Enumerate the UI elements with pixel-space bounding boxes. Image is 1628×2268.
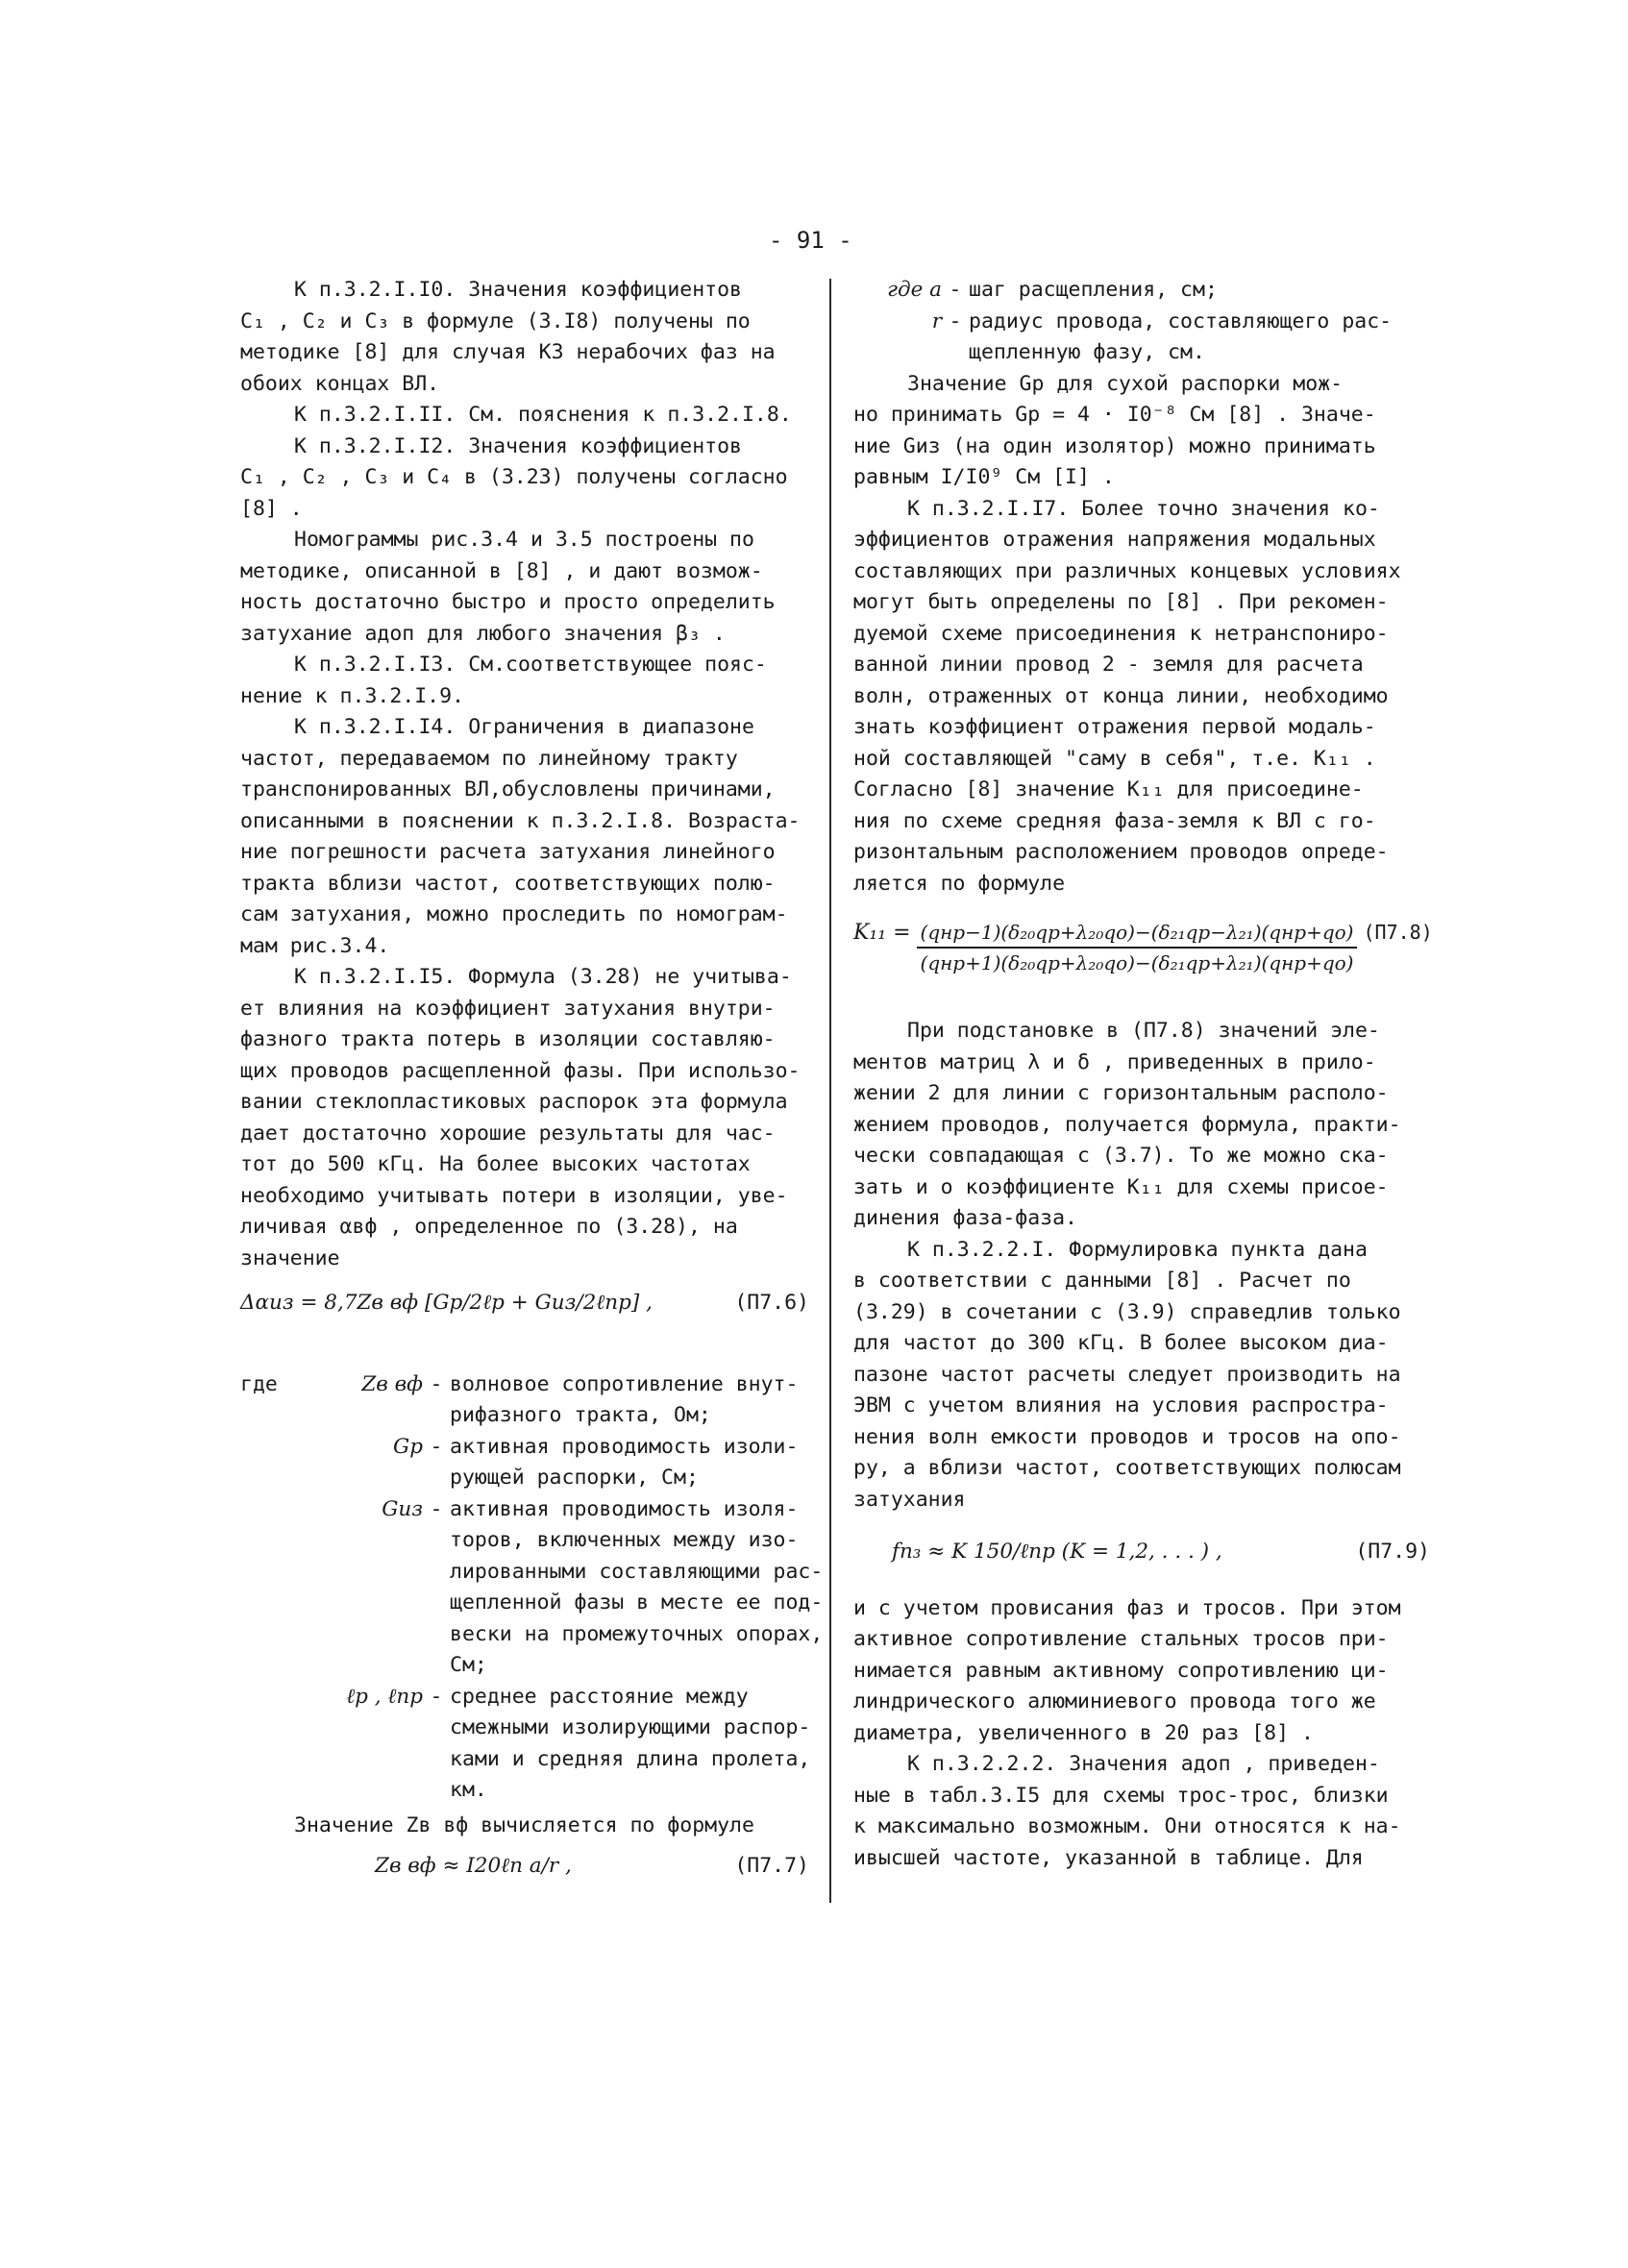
text-line: ками и средняя длина пролета,: [450, 1746, 811, 1771]
formula-number: (П7.9): [1355, 1540, 1430, 1564]
text-line: вески на промежуточных опорах,: [450, 1621, 824, 1646]
formula-p7-9: [853, 1537, 1430, 1568]
zv-formula-intro: Значение Zв вф вычисляется по формуле: [294, 1812, 754, 1837]
text-line: лированными составляющими рас-: [450, 1559, 824, 1584]
text-line: (3.29) в сочетании с (3.9) справедлив только: [853, 1299, 1401, 1324]
text-line: транспонированных ВЛ,обусловлены причинами,: [240, 777, 776, 801]
paragraph-3-2-2-2: [853, 1749, 1430, 1874]
text-line: К п.3.2.2.2. Значения aдоп , приведен-: [907, 1752, 1380, 1776]
text-line: ние Gиз (на один изолятор) можно принимать: [853, 433, 1376, 458]
text-line: волн, отраженных от конца линии, необходимо: [853, 683, 1389, 708]
text-line: шаг расщепления, см;: [969, 278, 1218, 302]
definition-lengths: [240, 1682, 809, 1807]
text-line: жении 2 для линии с горизонтальным располо-: [853, 1081, 1389, 1105]
text-line: щепленной фазы в месте ее под-: [450, 1590, 824, 1615]
text-line: чески совпадающая с (3.7). То же можно ска-: [853, 1144, 1389, 1168]
formula-number: (П7.7): [734, 1854, 809, 1878]
paragraph-3-2-1-17: [853, 494, 1430, 900]
text-line: методике, описанной в [8] , и дают возмож-: [240, 558, 763, 583]
text-line: Значение Gр для сухой распорки мож-: [907, 371, 1344, 396]
formula-expression: fп₃ ≈ K 150/ℓпр (K = 1,2, . . . ) ,: [892, 1540, 1222, 1564]
definition-text: [969, 307, 1430, 369]
text-line: щепленную фазу, см.: [969, 340, 1205, 364]
text-line: К п.3.2.2.I. Формулировка пункта дана: [907, 1237, 1368, 1262]
text-line: ру, а вблизи частот, соответствующих полюсам: [853, 1456, 1401, 1480]
text-line: ные в табл.3.I5 для схемы трос-трос, близки: [853, 1783, 1389, 1808]
column-divider: [829, 279, 831, 1903]
formula-number: (П7.8): [1363, 921, 1433, 944]
text-line: могут быть определены по [8] . При рекомен-: [853, 590, 1389, 614]
formula-p7-8: [853, 917, 1433, 977]
text-line: диаметра, увеличенного в 20 раз [8] .: [853, 1720, 1314, 1745]
text-line: ляется по формуле: [853, 871, 1066, 896]
definition-dash: -: [949, 278, 962, 302]
text-line: затухание aдоп для любого значения β₃ .: [240, 621, 726, 646]
definition-symbol: r: [931, 308, 942, 333]
text-line: равным I/I0⁹ См [I] .: [853, 465, 1115, 489]
text-line: К п.3.2.I.I7. Более точно значения ко-: [907, 496, 1380, 521]
paragraph-sag: [853, 1593, 1430, 1750]
text-line: составляющих при различных концевых условиях: [853, 558, 1401, 583]
paragraph-3-2-1-14: [240, 712, 809, 962]
definition-giz: [240, 1494, 824, 1682]
text-line: ЭВМ с учетом влияния на условия распростра-: [853, 1393, 1389, 1418]
text-line: жением проводов, получается формула, практи-: [853, 1112, 1401, 1137]
text-line: вании стеклопластиковых распорок эта формула: [240, 1090, 788, 1114]
definition-symbol: Gиз: [382, 1496, 423, 1521]
paragraph-3-2-1-12: [240, 431, 809, 526]
definition-a: [853, 275, 1430, 307]
text-line: радиус провода, составляющего рас-: [969, 308, 1393, 333]
text-line: ной составляющей "саму в себя", т.е. K₁₁ .: [853, 746, 1376, 771]
paragraph-3-2-1-10: [240, 275, 809, 400]
text-line: Номограммы рис.3.4 и 3.5 построены по: [294, 528, 754, 552]
text-line: активное сопротивление стальных тросов при-: [853, 1627, 1389, 1651]
paragraph-substitution: [853, 1016, 1430, 1235]
definitions-list: [240, 1369, 824, 1807]
text-line: нения волн емкости проводов и тросов на опо-: [853, 1424, 1401, 1449]
text-line: См;: [450, 1653, 487, 1677]
definition-text: [450, 1432, 809, 1494]
text-line: эффициентов отражения напряжения модальных: [853, 528, 1376, 552]
text-line: К п.3.2.I.I4. Ограничения в диапазоне: [294, 715, 754, 739]
text-line: [8] .: [240, 496, 303, 521]
text-line: необходимо учитывать потери в изоляции, уве-: [240, 1183, 788, 1208]
definition-text: [450, 1682, 810, 1807]
formula-p7-7: [240, 1851, 809, 1883]
text-line: C₁ , C₂ , C₃ и C₄ в (3.23) получены согласно: [240, 465, 788, 489]
text-line: волновое сопротивление внут-: [450, 1371, 799, 1396]
text-line: среднее расстояние между: [450, 1684, 749, 1709]
definition-text: [450, 1494, 823, 1682]
text-line: пазоне частот расчеты следует производить на: [853, 1362, 1401, 1387]
text-line: км.: [450, 1778, 487, 1802]
paragraph-3-2-2-1: [853, 1235, 1430, 1516]
text-line: ванной линии провод 2 - земля для расчета: [853, 653, 1364, 677]
definition-dash: -: [430, 1684, 443, 1709]
text-line: К п.3.2.I.I2. Значения коэффициентов: [294, 433, 742, 458]
text-line: При подстановке в (П7.8) значений эле-: [907, 1019, 1380, 1043]
definition-zv: [240, 1369, 809, 1432]
text-line: Согласно [8] значение K₁₁ для присоедине-: [853, 777, 1364, 801]
text-line: зать и о коэффициенте K₁₁ для схемы присое-: [853, 1174, 1389, 1199]
fraction-denominator: (qнр+1)(δ₂₀qр+λ₂₀qо)−(δ₂₁qр+λ₂₁)(qнр+qо): [920, 951, 1354, 974]
text-line: ризонтальным расположением проводов опреде-: [853, 840, 1389, 864]
text-line: описанными в пояснении к п.3.2.I.8. Возраста-: [240, 808, 801, 833]
text-line: тракта вблизи частот, соответствующих полю-: [240, 871, 776, 896]
definition-text: [450, 1369, 809, 1432]
text-line: ет влияния на коэффициент затухания внутри-: [240, 996, 776, 1021]
text-line: но принимать Gр = 4 · I0⁻⁸ См [8] . Значе-: [853, 403, 1376, 427]
text-line: C₁ , C₂ и C₃ в формуле (3.I8) получены по: [240, 308, 751, 333]
text-line: смежными изолирующими распор-: [450, 1715, 811, 1739]
definition-gr: [240, 1432, 809, 1494]
text-line: дает достаточно хорошие результаты для час-: [240, 1121, 776, 1146]
text-line: для частот до 300 кГц. В более высоком диа-: [853, 1331, 1389, 1355]
paragraph-3-2-1-11: К п.3.2.I.II. См. пояснения к п.3.2.I.8.: [294, 403, 792, 427]
fraction-numerator: (qнр−1)(δ₂₀qр+λ₂₀qо)−(δ₂₁qр−λ₂₁)(qнр+qо): [917, 918, 1358, 949]
text-line: К п.3.2.I.I3. См.соответствующее пояс-: [294, 653, 767, 677]
text-line: личивая αвф , определенное по (3.28), на: [240, 1215, 738, 1239]
text-line: тот до 500 кГц. На более высоких частотах: [240, 1152, 751, 1176]
definition-symbol: Zв вф: [361, 1371, 423, 1396]
right-column: [853, 275, 1433, 1874]
definition-symbol: ℓр , ℓпр: [346, 1684, 423, 1709]
formula-p7-6: [240, 1288, 809, 1319]
text-line: дуемой схеме присоединения к нетранспониро-: [853, 621, 1389, 646]
text-line: К п.3.2.I.I5. Формула (3.28) не учитыва-: [294, 965, 792, 989]
text-line: активная проводимость изоля-: [450, 1496, 799, 1521]
where-label: где: [240, 1371, 278, 1396]
definition-dash: -: [430, 1371, 443, 1396]
definitions-list-right: [853, 275, 1430, 369]
formula-expression: Δαиз = 8,7Zв вф [Gр/2ℓр + Gиз/2ℓпр] ,: [240, 1291, 653, 1315]
text-line: рифазного тракта, Ом;: [450, 1403, 711, 1427]
text-line: линдрического алюминиевого провода того же: [853, 1689, 1376, 1713]
text-line: ность достаточно быстро и просто определить: [240, 590, 776, 614]
text-line: рующей распорки, См;: [450, 1466, 699, 1490]
definition-dash: -: [949, 308, 962, 333]
paragraph-3-2-1-13: [240, 650, 809, 712]
formula-lhs: K₁₁ =: [853, 921, 911, 945]
text-line: динения фаза-фаза.: [853, 1206, 1077, 1230]
formula-fraction: [917, 918, 1358, 977]
text-line: затухания: [853, 1487, 966, 1512]
paragraph-3-2-1-15: [240, 962, 809, 1274]
text-line: мам рис.3.4.: [240, 933, 390, 958]
text-line: фазного тракта потерь в изоляции составляю-: [240, 1027, 776, 1051]
text-line: нимается равным активному сопротивлению ци-: [853, 1658, 1389, 1683]
definition-dash: -: [430, 1496, 443, 1521]
definition-dash: -: [430, 1434, 443, 1459]
text-line: сам затухания, можно проследить по номограм-: [240, 902, 788, 926]
text-line: К п.3.2.I.I0. Значения коэффициентов: [294, 278, 742, 302]
text-line: активная проводимость изоли-: [450, 1434, 799, 1459]
text-line: нение к п.3.2.I.9.: [240, 683, 464, 708]
text-line: обоих концах ВЛ.: [240, 371, 440, 396]
page-number: - 91 -: [769, 227, 852, 254]
text-line: в соответствии с данными [8] . Расчет по: [853, 1269, 1351, 1293]
text-line: щих проводов расщепленной фазы. При использо-: [240, 1058, 801, 1083]
text-line: и с учетом провисания фаз и тросов. При этом: [853, 1595, 1401, 1620]
text-line: знать коэффициент отражения первой модаль-: [853, 715, 1376, 739]
definition-symbol: Gр: [393, 1434, 423, 1459]
formula-expression: Zв вф ≈ I20ℓn a/r ,: [375, 1854, 572, 1878]
text-line: частот, передаваемом по линейному тракту: [240, 746, 738, 771]
definition-text: [969, 275, 1430, 307]
paragraph-nomograms: [240, 525, 809, 650]
text-line: ментов матриц λ и δ , приведенных в прило-: [853, 1049, 1376, 1074]
text-line: значение: [240, 1245, 340, 1270]
text-line: ния по схеме средняя фаза-земля к ВЛ с го-: [853, 808, 1376, 833]
formula-number: (П7.6): [734, 1291, 809, 1315]
left-column: [240, 275, 824, 1883]
text-line: к максимально возможным. Они относятся к на-: [853, 1814, 1401, 1838]
text-line: методике [8] для случая КЗ нерабочих фаз на: [240, 340, 776, 364]
text-line: торов, включенных между изо-: [450, 1528, 799, 1552]
text-line: ивысшей частоте, указанной в таблице. Для: [853, 1845, 1364, 1870]
definition-r: [853, 307, 1430, 369]
text-line: ние погрешности расчета затухания линейного: [240, 840, 776, 864]
definition-symbol: где a: [887, 278, 942, 302]
paragraph-gr-value: [853, 369, 1430, 494]
